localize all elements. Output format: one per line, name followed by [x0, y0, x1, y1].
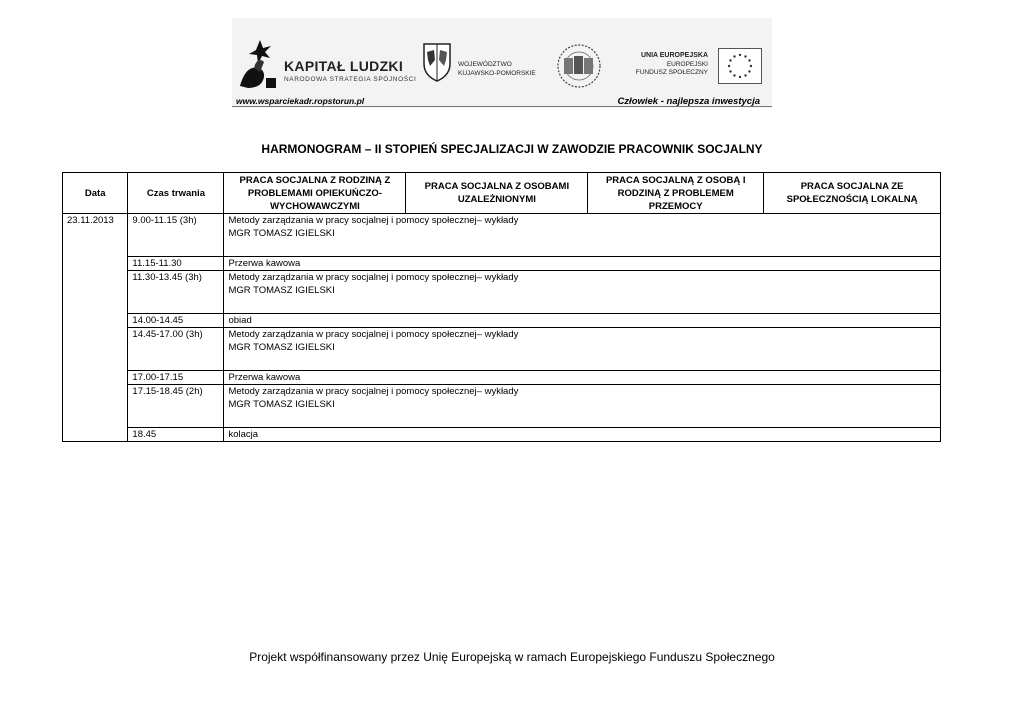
- activity-title: Metody zarządzania w pracy socjalnej i pomocy społecznej– wykłady: [228, 272, 519, 283]
- time-cell: 14.00-14.45: [128, 314, 224, 328]
- time-cell: 11.15-11.30: [128, 257, 224, 271]
- header-family-care: PRACA SOCJALNA Z RODZINĄ Z PROBLEMAMI OPIEKUŃCZO-WYCHOWAWCZYMI: [224, 173, 406, 214]
- unia-europejska-text: [630, 52, 708, 78]
- table-row: [63, 271, 941, 314]
- wojewodztwo-logo: [422, 42, 542, 88]
- activity-title: Metody zarządzania w pracy socjalnej i pomocy społecznej– wykłady: [228, 329, 519, 340]
- kapital-ludzki-subtitle: NARODOWA STRATEGIA SPÓJNOŚCI: [284, 76, 417, 83]
- table-row: [63, 214, 941, 257]
- rops-logo: [552, 42, 606, 90]
- header-divider: [232, 106, 772, 107]
- header-addicted: PRACA SOCJALNA Z OSOBAMI UZALEŻNIONYMI: [406, 173, 588, 214]
- kapital-ludzki-logo: [236, 38, 417, 94]
- table-header-row: [63, 173, 941, 214]
- rops-emblem-icon: [552, 42, 606, 90]
- header-slogan: Człowiek - najlepsza inwestycja: [617, 96, 760, 107]
- wojewodztwo-name: [458, 60, 536, 78]
- header-violence: PRACA SOCJALNĄ Z OSOBĄ I RODZINĄ Z PROBLEMEM PRZEMOCY: [588, 173, 764, 214]
- activity-lecturer: MGR TOMASZ IGIELSKI: [228, 342, 335, 353]
- table-row: [63, 371, 941, 385]
- ue-line2: EUROPEJSKI: [666, 60, 708, 68]
- activity-cell: obiad: [224, 314, 941, 328]
- activity-title: Metody zarządzania w pracy socjalnej i pomocy społecznej– wykłady: [228, 215, 519, 226]
- header-date: Data: [63, 173, 128, 214]
- header-community: PRACA SOCJALNA ZE SPOŁECZNOŚCIĄ LOKALNĄ: [764, 173, 941, 214]
- activity-lecturer: MGR TOMASZ IGIELSKI: [228, 399, 335, 410]
- table-row: [63, 385, 941, 428]
- activity-cell: [224, 328, 941, 371]
- activity-cell: [224, 385, 941, 428]
- table-row: [63, 314, 941, 328]
- header-time: Czas trwania: [128, 173, 224, 214]
- activity-cell: [224, 214, 941, 257]
- logo-strip: [232, 18, 772, 108]
- wojewodztwo-line2: KUJAWSKO-POMORSKIE: [458, 70, 536, 77]
- table-row: [63, 428, 941, 442]
- activity-cell: Przerwa kawowa: [224, 371, 941, 385]
- logo-row: [232, 28, 772, 98]
- time-cell: 17.15-18.45 (2h): [128, 385, 224, 428]
- unia-europejska-logo: [630, 46, 765, 88]
- schedule-table: [62, 172, 941, 442]
- eu-flag-icon: [718, 48, 762, 84]
- date-cell: 23.11.2013: [63, 214, 128, 442]
- activity-lecturer: MGR TOMASZ IGIELSKI: [228, 285, 335, 296]
- activity-cell: Przerwa kawowa: [224, 257, 941, 271]
- wojewodztwo-line1: WOJEWÓDZTWO: [458, 61, 512, 68]
- document-title: HARMONOGRAM – II STOPIEŃ SPECJALIZACJI W ZAWODZIE PRACOWNIK SOCJALNY: [261, 142, 763, 156]
- kapital-ludzki-emblem-icon: [236, 38, 278, 90]
- activity-cell: kolacja: [224, 428, 941, 442]
- activity-title: Metody zarządzania w pracy socjalnej i pomocy społecznej– wykłady: [228, 386, 519, 397]
- time-cell: 9.00-11.15 (3h): [128, 214, 224, 257]
- ue-line1: UNIA EUROPEJSKA: [640, 52, 708, 59]
- kapital-ludzki-name: KAPITAŁ LUDZKI: [284, 58, 404, 74]
- ue-line3: FUNDUSZ SPOŁECZNY: [635, 69, 708, 76]
- footer-note: Projekt współfinansowany przez Unię Europejską w ramach Europejskiego Funduszu Społecznego: [249, 650, 775, 664]
- table-row: [63, 257, 941, 271]
- time-cell: 18.45: [128, 428, 224, 442]
- table-row: [63, 328, 941, 371]
- time-cell: 17.00-17.15: [128, 371, 224, 385]
- activity-cell: [224, 271, 941, 314]
- coat-of-arms-icon: [422, 42, 452, 82]
- header-url[interactable]: www.wsparciekadr.ropstorun.pl: [236, 96, 365, 106]
- activity-lecturer: MGR TOMASZ IGIELSKI: [228, 228, 335, 239]
- time-cell: 11.30-13.45 (3h): [128, 271, 224, 314]
- time-cell: 14.45-17.00 (3h): [128, 328, 224, 371]
